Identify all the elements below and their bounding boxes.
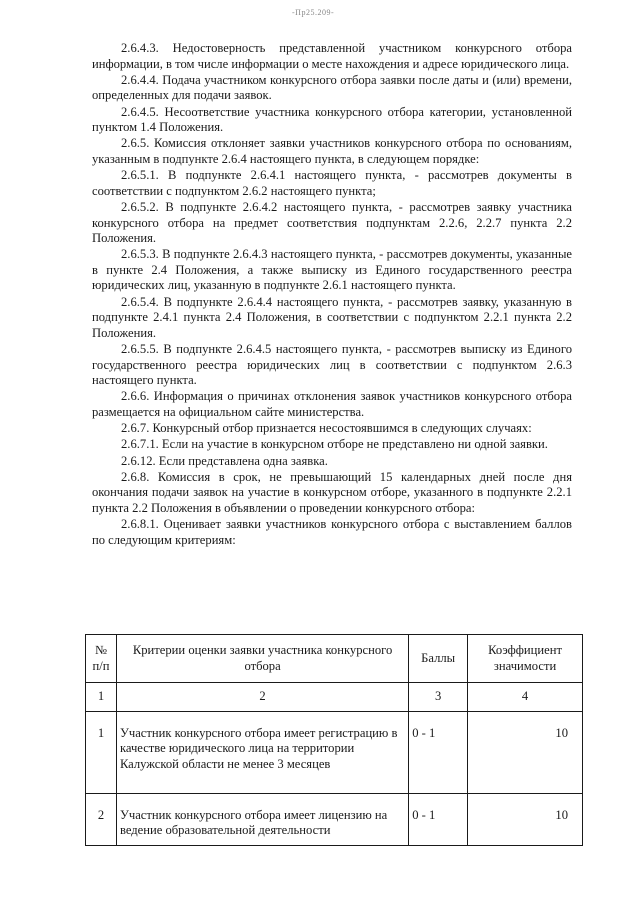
paragraph: 2.6.8. Комиссия в срок, не превышающий 15 календарных дней после дня окончания подачи заявок на участие в конкурсном отборе, указанного в подпункте 2.2.1 пункта 2.2 Положения в объявлении о проведении конкурсного отбора: <box>92 469 572 515</box>
page-number: -Пp25.209- <box>292 8 335 17</box>
paragraph: 2.6.7. Конкурсный отбор признается несостоявшимся в следующих случаях: <box>121 421 532 436</box>
criteria-table <box>85 634 583 846</box>
paragraph: 2.6.4.3. Недостоверность представленной участником конкурсного отбора информации, в том числе информации о месте нахождения и адресе юридического лица. <box>92 41 572 71</box>
table-cell: Участник конкурсного отбора имеет регистрацию в качестве юридического лица на территории Калужской области не менее 3 месяцев <box>116 711 408 793</box>
paragraph: 2.6.7.1. Если на участие в конкурсном отборе не представлено ни одной заявки. <box>121 437 548 452</box>
paragraph: 2.6.5.3. В подпункте 2.6.4.3 настоящего пункта, - рассмотрев документы, указанные в пункте 2.4 Положения, а также выписку из Единого государственного реестра юридических лиц, указанную в подпункте 2.6.1 настоящего пункта. <box>92 247 572 293</box>
table-cell: 10 <box>468 793 583 845</box>
table-cell: 1 <box>86 683 117 712</box>
table-cell: 3 <box>409 683 468 712</box>
paragraph: 2.6.4.4. Подача участником конкурсного отбора заявки после даты и (или) времени, определенных для подачи заявок. <box>92 72 572 103</box>
table-cell: 2 <box>86 793 117 845</box>
paragraph: 2.6.5.4. В подпункте 2.6.4.4 настоящего пункта, - рассмотрев заявку, указанную в подпункте 2.4.1 пункта 2.4 Положения, в соответствии с подпунктом 2.2.1 пункта 2.2 Положения. <box>92 294 572 340</box>
table-index-row <box>86 683 583 712</box>
header-score: Баллы <box>409 635 468 683</box>
table-cell: 10 <box>468 711 583 793</box>
table-cell: 0 - 1 <box>409 793 468 845</box>
document-body <box>92 41 572 549</box>
header-coefficient: Коэффициент значимости <box>468 635 583 683</box>
table-row <box>86 793 583 845</box>
paragraph: 2.6.5.5. В подпункте 2.6.4.5 настоящего пункта, - рассмотрев выписку из Единого государственного реестра юридических лиц в соответствии с подпунктом 2.6.3 настоящего пункта. <box>92 342 572 388</box>
paragraph: 2.6.8.1. Оценивает заявки участников конкурсного отбора с выставлением баллов по следующим критериям: <box>92 517 572 547</box>
paragraph: 2.6.4.5. Несоответствие участника конкурсного отбора категории, установленной пунктом 1.4 Положения. <box>92 104 572 135</box>
paragraph: 2.6.5. Комиссия отклоняет заявки участников конкурсного отбора по основаниям, указанным в подпункте 2.6.4 настоящего пункта, в следующем порядке: <box>92 136 572 166</box>
paragraph: 2.6.12. Если представлена одна заявка. <box>121 453 328 468</box>
table-cell: 1 <box>86 711 117 793</box>
table-cell: 0 - 1 <box>409 711 468 793</box>
table-cell: Участник конкурсного отбора имеет лицензию на ведение образовательной деятельности <box>116 793 408 845</box>
table-row <box>86 711 583 793</box>
table-header-row <box>86 635 583 683</box>
header-number: № п/п <box>86 635 117 683</box>
header-criteria: Критерии оценки заявки участника конкурсного отбора <box>116 635 408 683</box>
table-cell: 4 <box>468 683 583 712</box>
paragraph: 2.6.5.1. В подпункте 2.6.4.1 настоящего пункта, - рассмотрев документы в соответствии с подпунктом 2.6.2 настоящего пункта; <box>92 168 572 198</box>
table-cell: 2 <box>116 683 408 712</box>
paragraph: 2.6.5.2. В подпункте 2.6.4.2 настоящего пункта, - рассмотрев заявку участника конкурсного отбора на предмет соответствия подпунктам 2.2.6, 2.2.7 пункта 2.2 Положения. <box>92 199 572 246</box>
paragraph: 2.6.6. Информация о причинах отклонения заявок участников конкурсного отбора размещается на официальном сайте министерства. <box>92 389 572 419</box>
